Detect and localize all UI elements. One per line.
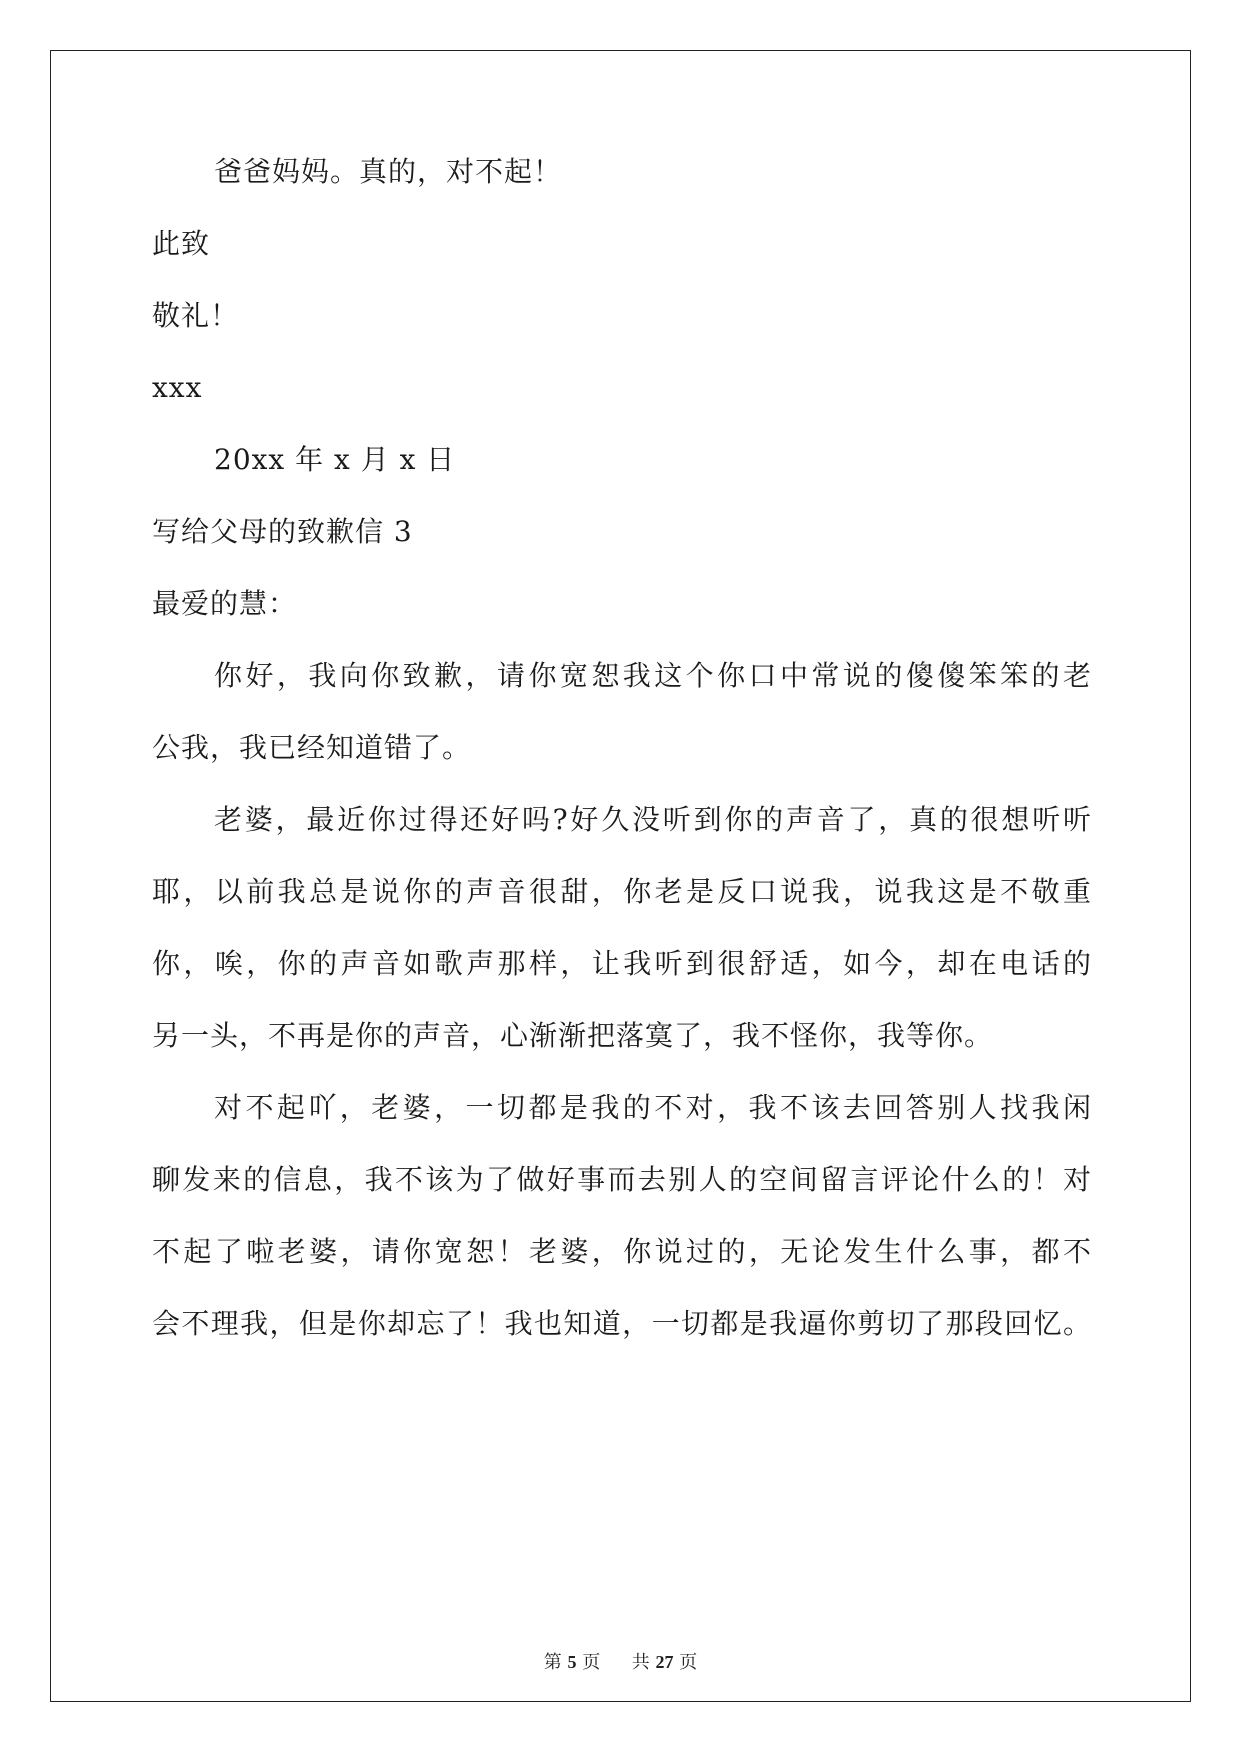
paragraph-line: 你好，我向你致歉，请你宽恕我这个你口中常说的傻傻笨笨的老: [214, 659, 1092, 692]
salutation-respect: 敬礼！: [152, 299, 240, 332]
paragraph-line: 另一头，不再是你的声音，心渐渐把落寞了，我不怪你，我等你。: [152, 1019, 994, 1052]
letter-title: 写给父母的致歉信 3: [152, 515, 413, 548]
page-suffix: 页: [582, 1652, 601, 1673]
paragraph-line: 公我，我已经知道错了。: [152, 731, 472, 764]
signature: xxx: [152, 371, 203, 404]
page-number: 5: [567, 1652, 577, 1672]
greeting: 最爱的慧：: [152, 587, 298, 620]
paragraph-line: 你，唉，你的声音如歌声那样，让我听到很舒适，如今，却在电话的: [152, 947, 1092, 980]
paragraph-line: 老婆，最近你过得还好吗?好久没听到你的声音了，真的很想听听: [214, 803, 1092, 836]
total-pages: 27: [655, 1652, 674, 1672]
total-suffix: 页: [679, 1652, 698, 1673]
page-prefix: 第: [543, 1652, 562, 1673]
total-prefix: 共: [631, 1652, 650, 1673]
page-footer: [0, 1650, 1241, 1675]
paragraph-line: 耶，以前我总是说你的声音很甜，你老是反口说我，说我这是不敬重: [152, 875, 1092, 908]
paragraph-line: 聊发来的信息，我不该为了做好事而去别人的空间留言评论什么的！对: [152, 1163, 1092, 1196]
paragraph-line: 爸爸妈妈。真的，对不起！: [214, 155, 563, 188]
paragraph-line: 不起了啦老婆，请你宽恕！老婆，你说过的，无论发生什么事，都不: [152, 1235, 1092, 1268]
date-line: 20xx 年 x 月 x 日: [214, 443, 456, 476]
paragraph-line: 对不起吖，老婆，一切都是我的不对，我不该去回答别人找我闲: [214, 1091, 1092, 1124]
salutation-closing: 此致: [152, 227, 211, 260]
paragraph-line: 会不理我，但是你却忘了！我也知道，一切都是我逼你剪切了那段回忆。: [152, 1307, 1092, 1340]
